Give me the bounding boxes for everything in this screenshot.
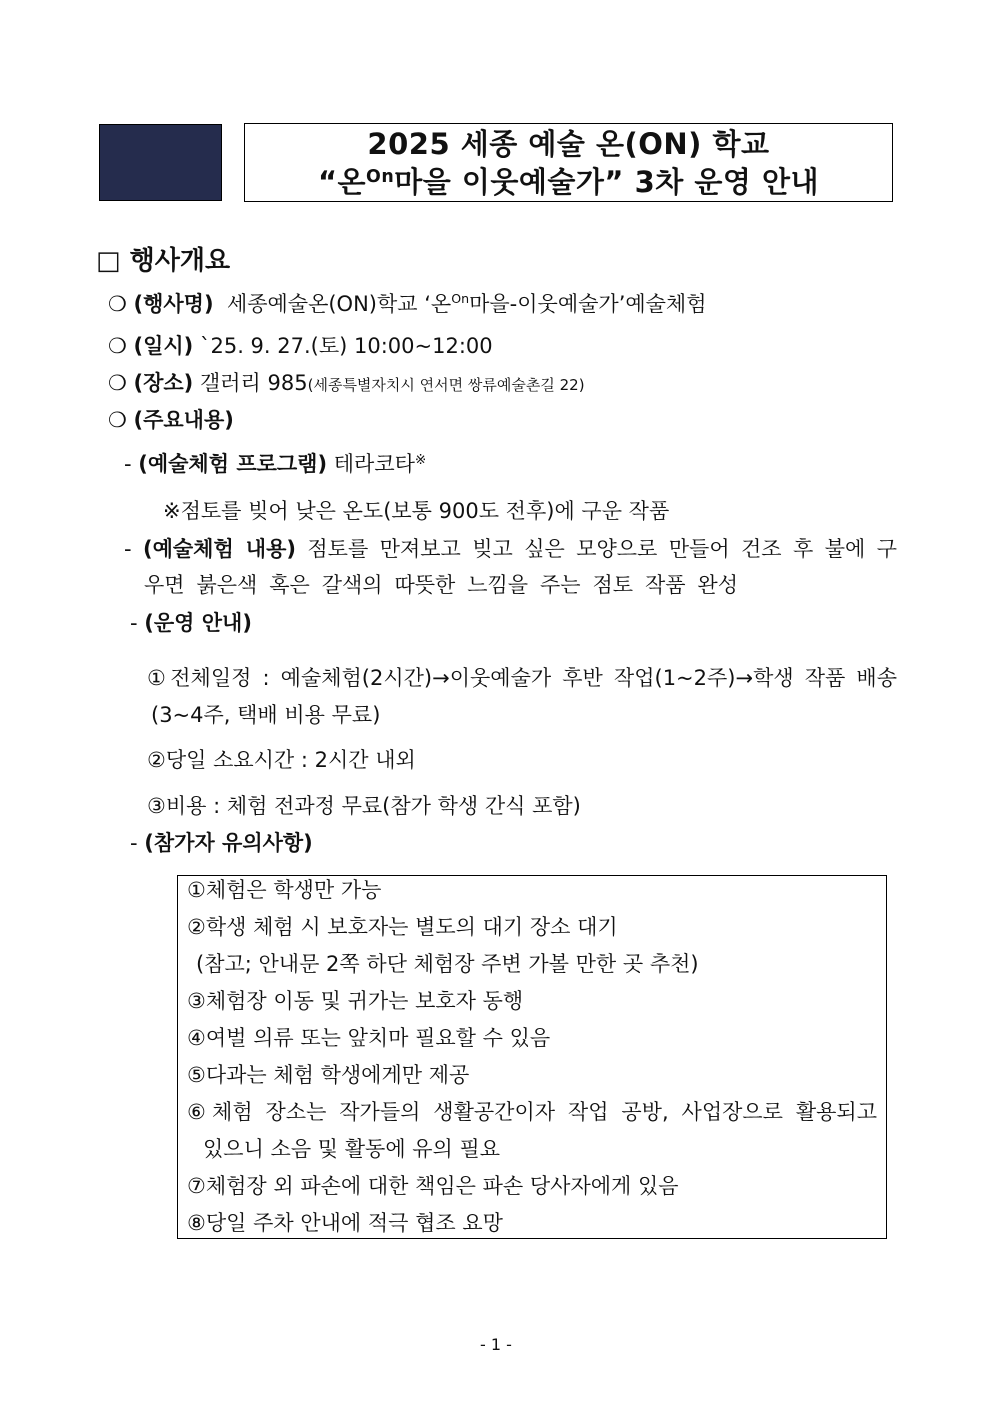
bullet-icon: ❍ xyxy=(108,292,127,316)
header-color-block xyxy=(99,124,222,201)
title-line-2-post: 마을 이웃예술가” 3차 운영 안내 xyxy=(394,165,820,199)
place-detail: (세종특별자치시 연서면 쌍류예술촌길 22) xyxy=(307,376,585,394)
dash-marker: - xyxy=(124,537,132,561)
operation-cost: ③비용 : 체험 전과정 무료(참가 학생 간식 포함) xyxy=(147,794,581,818)
main-content-label: (주요내용) xyxy=(133,408,234,432)
item-date xyxy=(108,332,493,360)
reference-mark: ※ xyxy=(414,452,427,469)
date-label: (일시) xyxy=(133,334,194,358)
notice-item: ⑤다과는 체험 학생에게만 제공 xyxy=(187,1063,470,1087)
place-value: 갤러리 985 xyxy=(199,371,308,395)
notice-item: ⑦체험장 외 파손에 대한 책임은 파손 당사자에게 있음 xyxy=(187,1174,679,1198)
notice-item: ①체험은 학생만 가능 xyxy=(187,878,382,902)
dash-marker: - xyxy=(130,831,138,855)
title-line-2 xyxy=(245,163,892,201)
place-label: (장소) xyxy=(133,371,194,395)
content-line-1: 점토를 만져보고 빚고 싶은 모양으로 만들어 건조 후 불에 구 xyxy=(307,537,897,561)
operation-schedule-line-2: (3~4주, 택배 비용 무료) xyxy=(151,703,381,727)
notice-item: ②학생 체험 시 보호자는 별도의 대기 장소 대기 xyxy=(187,915,618,939)
section-title: 행사개요 xyxy=(129,246,231,276)
event-name-post: 마을-이웃예술가’예술체험 xyxy=(469,292,707,316)
section-heading xyxy=(96,244,230,278)
date-value: `25. 9. 27.(토) 10:00~12:00 xyxy=(199,334,493,358)
item-place xyxy=(108,369,585,399)
notice-item: ⑧당일 주차 안내에 적극 협조 요망 xyxy=(187,1211,503,1235)
item-main-content xyxy=(108,406,234,434)
title-on-superscript: On xyxy=(366,166,395,187)
event-name-pre: 세종예술온(ON)학교 ‘온 xyxy=(226,292,452,316)
notice-item-continuation: 있으니 소음 및 활동에 유의 필요 xyxy=(203,1137,501,1161)
event-name-label: (행사명) xyxy=(133,292,214,316)
operation-duration: ②당일 소요시간 : 2시간 내외 xyxy=(147,748,416,772)
notice-item: ④여벌 의류 또는 앞치마 필요할 수 있음 xyxy=(187,1026,551,1050)
content-label: (예술체험 내용) xyxy=(143,537,296,561)
section-marker: □ xyxy=(96,246,121,276)
event-name-superscript: On xyxy=(451,291,470,307)
page-number: - 1 - xyxy=(480,1335,512,1354)
detail-operation xyxy=(130,609,252,637)
dash-marker: - xyxy=(124,452,132,476)
detail-content-line-2: 우면 붉은색 혹은 갈색의 따뜻한 느낌을 주는 점토 작품 완성 xyxy=(144,573,738,597)
item-event-name xyxy=(108,290,707,318)
operation-schedule-line-1: ①전체일정 : 예술체험(2시간)→이웃예술가 후반 작업(1~2주)→학생 작품 배송 xyxy=(147,666,897,690)
bullet-icon: ❍ xyxy=(108,334,127,358)
title-line-1: 2025 세종 예술 온(ON) 학교 xyxy=(367,127,770,161)
bullet-icon: ❍ xyxy=(108,408,127,432)
bullet-icon: ❍ xyxy=(108,371,127,395)
detail-program xyxy=(124,450,426,478)
program-label: (예술체험 프로그램) xyxy=(138,452,328,476)
notice-item: ③체험장 이동 및 귀가는 보호자 동행 xyxy=(187,989,524,1013)
title-line-2-pre: “온 xyxy=(317,165,367,199)
program-value: 테라코타 xyxy=(333,452,415,476)
detail-notice xyxy=(130,829,313,857)
program-note: ※점토를 빚어 낮은 온도(보통 900도 전후)에 구운 작품 xyxy=(163,499,670,523)
notice-item-note: (참고; 안내문 2쪽 하단 체험장 주변 가볼 만한 곳 추천) xyxy=(196,952,699,976)
dash-marker: - xyxy=(130,611,138,635)
title-box xyxy=(244,123,893,202)
detail-content-line-1 xyxy=(124,532,897,566)
notice-label: (참가자 유의사항) xyxy=(144,831,313,855)
notice-item: ⑥체험 장소는 작가들의 생활공간이자 작업 공방, 사업장으로 활용되고 xyxy=(187,1100,877,1124)
notice-box xyxy=(177,875,887,1239)
operation-label: (운영 안내) xyxy=(144,611,252,635)
